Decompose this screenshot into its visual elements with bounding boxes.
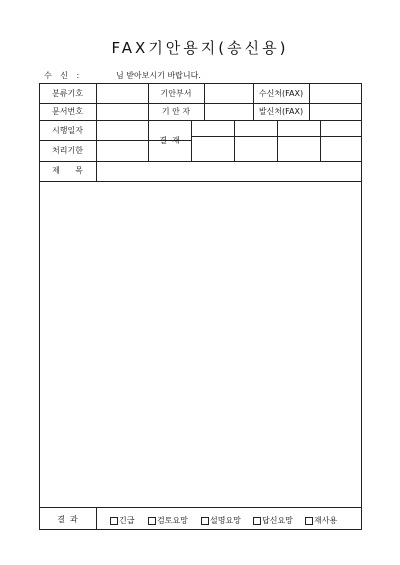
option-explanation-requested[interactable]: 설명요망	[201, 515, 241, 526]
recv-fax-field[interactable]	[310, 84, 361, 103]
recipient-line	[44, 70, 201, 81]
option-urgent[interactable]: 긴급	[110, 515, 134, 526]
col-divider	[234, 120, 235, 161]
recv-fax-label: 수신처(FAX)	[258, 89, 304, 98]
drafter-field[interactable]	[205, 104, 253, 120]
option-review-requested[interactable]: 검토요망	[148, 515, 188, 526]
col-divider	[96, 507, 97, 530]
row-divider	[39, 507, 362, 508]
deadline-label: 처리기한	[52, 146, 83, 155]
doc-number-label: 문서번호	[52, 107, 83, 116]
option-reuse[interactable]: 재사용	[305, 515, 337, 526]
subject-label: 제 목	[52, 166, 83, 175]
drafting-dept-label: 기안부서	[160, 89, 192, 98]
checkbox-icon[interactable]	[110, 517, 118, 525]
checkbox-icon[interactable]	[201, 517, 209, 525]
drafting-dept-field[interactable]	[205, 84, 253, 103]
deadline-field[interactable]	[97, 141, 148, 161]
drafter-label: 기 안 자	[161, 107, 191, 116]
body-content-area[interactable]	[40, 182, 361, 507]
recipient-text: 님 받아보시기 바랍니다.	[116, 71, 201, 80]
classification-code-field[interactable]	[97, 84, 148, 103]
send-fax-field[interactable]	[310, 104, 361, 120]
page-title: FAX기안용지(송신용)	[111, 39, 289, 57]
checkbox-icon[interactable]	[305, 517, 313, 525]
classification-code-label: 분류기호	[52, 89, 83, 98]
effective-date-label: 시행일자	[52, 126, 83, 135]
recipient-label: 수 신 :	[44, 71, 83, 80]
result-label: 결 과	[57, 515, 78, 524]
col-divider	[277, 120, 278, 161]
checkbox-icon[interactable]	[253, 517, 261, 525]
approval-label: 결 재	[159, 136, 180, 145]
col-divider	[320, 120, 321, 161]
send-fax-label: 발신처(FAX)	[258, 107, 304, 116]
checkbox-icon[interactable]	[148, 517, 156, 525]
option-reply-requested[interactable]: 답신요망	[253, 515, 293, 526]
effective-date-field[interactable]	[97, 121, 148, 140]
subject-field[interactable]	[97, 162, 361, 181]
doc-number-field[interactable]	[97, 104, 148, 120]
col-divider	[191, 120, 192, 161]
row-divider	[39, 120, 362, 121]
